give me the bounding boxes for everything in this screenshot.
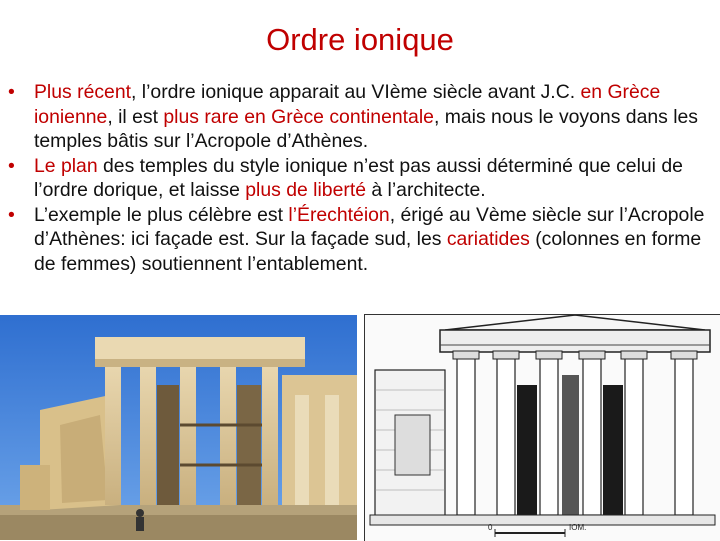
bullet-text-2 bbox=[34, 155, 683, 202]
text-run: (colonnes en forme de femmes) soutiennent l’entablement. bbox=[34, 228, 702, 275]
slide-title: Ordre ionique bbox=[266, 22, 454, 57]
text-run: L’exemple le plus célèbre est bbox=[34, 203, 289, 226]
text-run: cariatides bbox=[446, 228, 530, 250]
bullet-text-1 bbox=[34, 81, 698, 152]
text-run: en Grèce ionienne bbox=[34, 81, 661, 128]
bullet-item bbox=[0, 154, 720, 203]
bullet-text-3 bbox=[34, 204, 704, 275]
text-run: , il est bbox=[107, 105, 164, 128]
text-run: , érigé au Vème siècle sur l’Acropole d’Athènes: ici façade est. Sur la façade sud, les bbox=[34, 203, 705, 250]
text-run: à l’architecte. bbox=[366, 179, 486, 201]
bullet-dot-icon: • bbox=[8, 81, 15, 103]
bullet-item bbox=[0, 203, 720, 277]
bullet-dot-icon: • bbox=[8, 154, 15, 177]
erechtheion-photo bbox=[0, 315, 357, 540]
text-run: plus de liberté bbox=[245, 179, 366, 201]
bullet-dot-icon: • bbox=[8, 203, 15, 226]
bullet-list bbox=[0, 80, 720, 276]
scale-label-end: IOM. bbox=[569, 523, 587, 532]
scale-label-start: 0 bbox=[488, 523, 493, 532]
bullet-item bbox=[0, 80, 720, 154]
text-run: plus rare en Grèce continentale bbox=[163, 105, 434, 128]
text-run: Le plan bbox=[34, 154, 98, 177]
text-run: Plus récent bbox=[34, 81, 132, 103]
text-run: , mais nous le voyons dans les temples bâtis sur l’Acropole d’Athènes. bbox=[34, 105, 699, 152]
text-run: des temples du style ionique n’est pas aussi déterminé que celui de l’ordre dorique, et laisse bbox=[34, 154, 683, 201]
text-run: , l’ordre ionique apparait au VIème siècle avant J.C. bbox=[131, 81, 581, 103]
elevation-drawing bbox=[364, 314, 720, 541]
text-run: l’Érechtéion bbox=[288, 203, 390, 226]
